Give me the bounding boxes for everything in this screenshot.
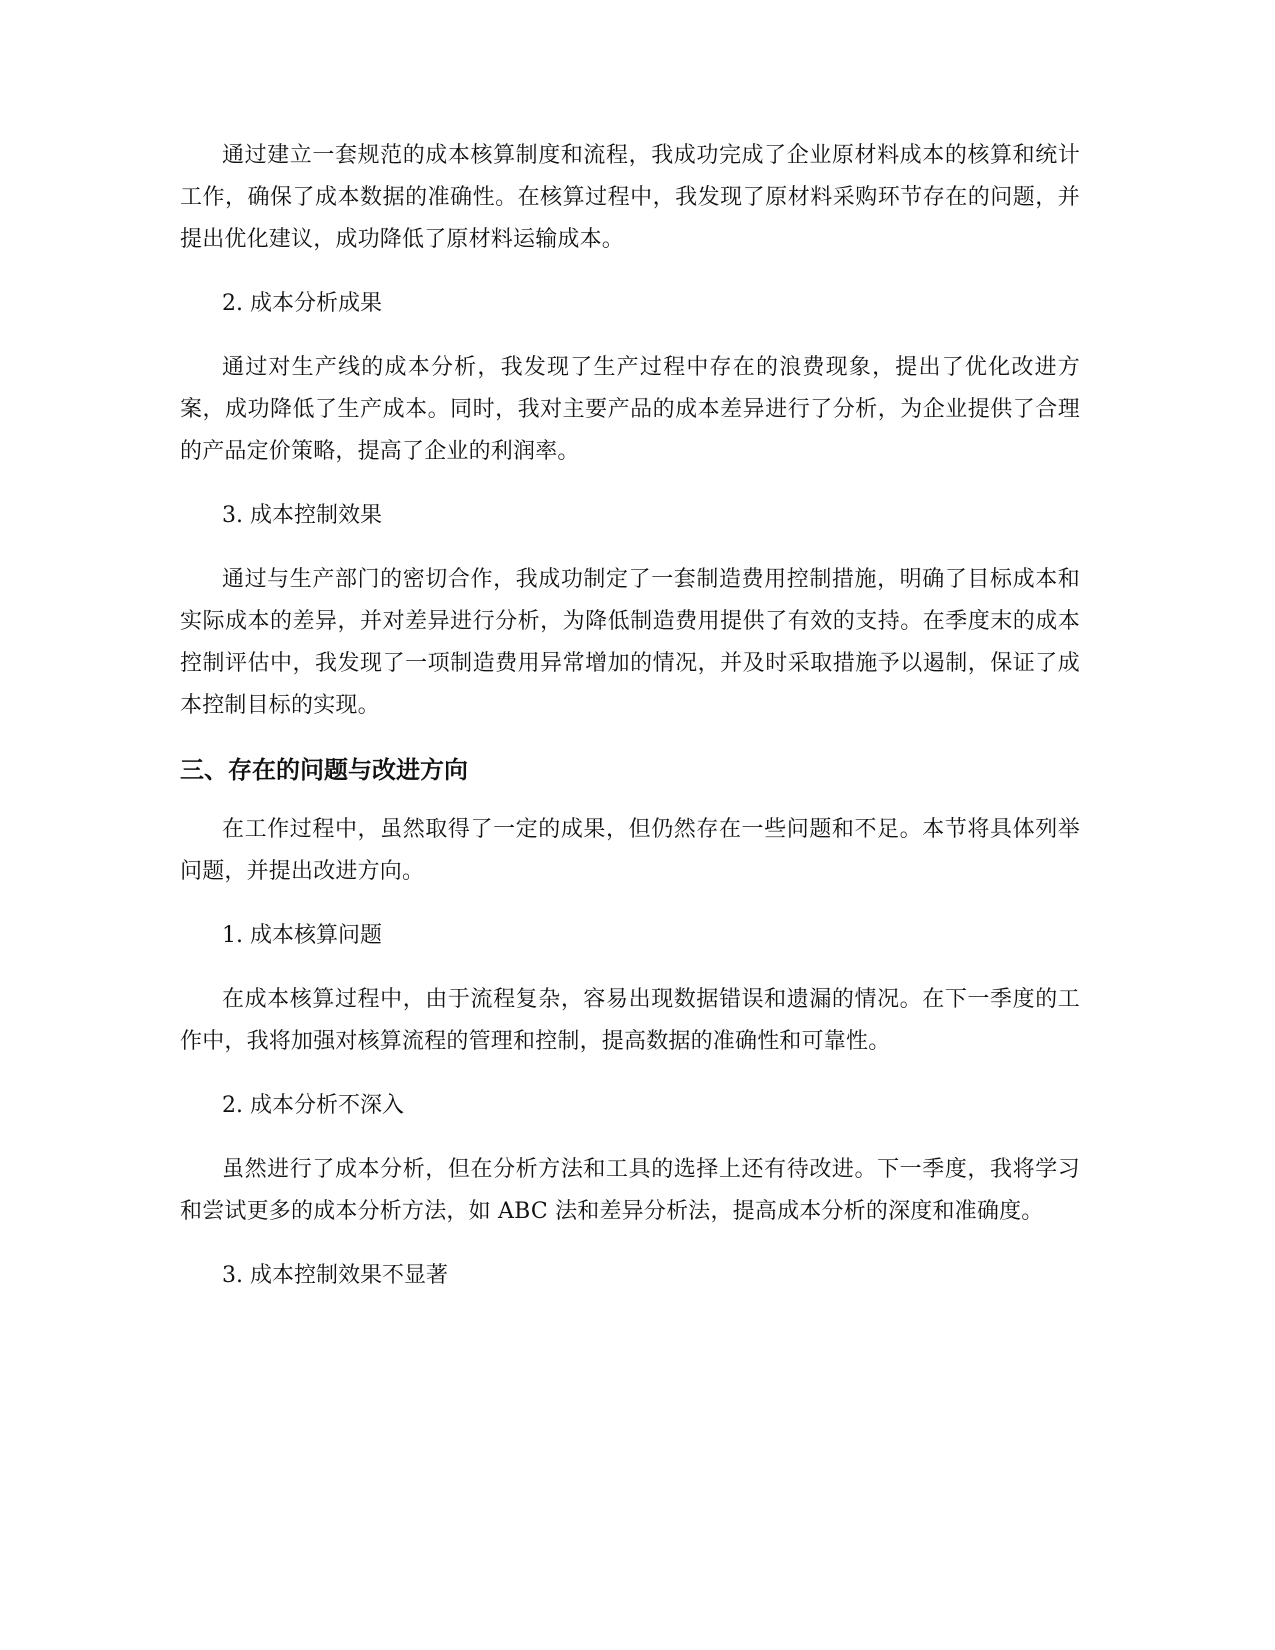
paragraph-section-intro: 在工作过程中，虽然取得了一定的成果，但仍然存在一些问题和不足。本节将具体列举问题，并提出改进方向。 — [180, 817, 1080, 884]
paragraph-accounting-problem: 在成本核算过程中，由于流程复杂，容易出现数据错误和遗漏的情况。在下一季度的工作中，我将加强对核算流程的管理和控制，提高数据的准确性和可靠性。 — [180, 987, 1080, 1054]
subheading-analysis-not-deep: 2. 成本分析不深入 — [222, 1093, 404, 1118]
subheading-control-not-significant: 3. 成本控制效果不显著 — [222, 1263, 448, 1288]
subheading-accounting-problem: 1. 成本核算问题 — [222, 923, 382, 948]
document-page — [180, 135, 1080, 1319]
paragraph-manufacturing-cost-control: 通过与生产部门的密切合作，我成功制定了一套制造费用控制措施，明确了目标成本和实际成本的差异，并对差异进行分析，为降低制造费用提供了有效的支持。在季度末的成本控制评估中，我发现了一项制造费用异常增加的情况，并及时采取措施予以遏制，保证了成本控制目标的实现。 — [180, 567, 1080, 718]
subheading-cost-analysis-results: 2. 成本分析成果 — [222, 291, 382, 316]
paragraph-production-line-analysis: 通过对生产线的成本分析，我发现了生产过程中存在的浪费现象，提出了优化改进方案，成功降低了生产成本。同时，我对主要产品的成本差异进行了分析，为企业提供了合理的产品定价策略，提高了企业的利润率。 — [180, 355, 1080, 464]
subheading-cost-control-effect: 3. 成本控制效果 — [222, 503, 382, 528]
section-heading-problems-improvements: 三、存在的问题与改进方向 — [180, 756, 468, 784]
paragraph-raw-material-accounting: 通过建立一套规范的成本核算制度和流程，我成功完成了企业原材料成本的核算和统计工作，确保了成本数据的准确性。在核算过程中，我发现了原材料采购环节存在的问题，并提出优化建议，成功降低了原材料运输成本。 — [180, 143, 1080, 252]
paragraph-analysis-not-deep: 虽然进行了成本分析，但在分析方法和工具的选择上还有待改进。下一季度，我将学习和尝试更多的成本分析方法，如 ABC 法和差异分析法，提高成本分析的深度和准确度。 — [180, 1157, 1080, 1224]
